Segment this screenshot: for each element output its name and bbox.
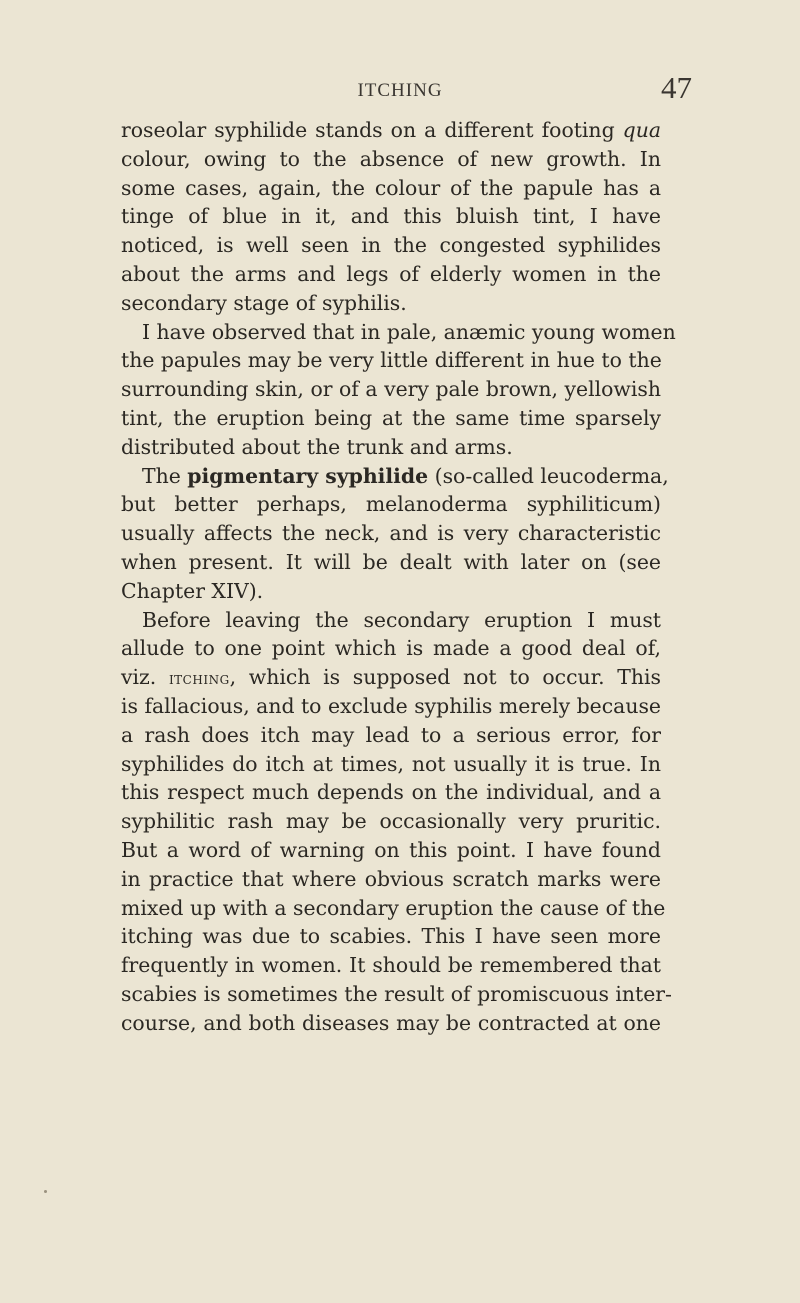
text-line [121,1009,661,1038]
text-run: distributed about the trunk and arms. [121,434,513,459]
text-line [121,519,661,548]
text-run: scabies is sometimes the result of promiscuous inter- [121,981,672,1006]
text-run: colour, owing to the absence of new growth. In [121,146,661,171]
text-run: some cases, again, the colour of the papule has a [121,175,661,200]
text-run: (so-called leucoderma, [428,463,669,488]
text-line [121,721,661,750]
running-head [0,66,800,106]
text-line [121,634,661,663]
text-run: syphilitic rash may be occasionally very pruritic. [121,809,661,834]
text-line [121,145,661,174]
page-number: 47 [661,70,692,105]
italic-term: qua [622,118,661,142]
text-line [121,289,661,318]
text-run: But a word of warning on this point. I have found [121,837,661,862]
text-run: this respect much depends on the individual, and a [121,780,661,805]
text-run: in practice that where obvious scratch marks were [121,866,661,891]
text-run: tint, the eruption being at the same time sparsely [121,405,661,430]
text-line [121,404,661,433]
text-line [121,174,661,203]
text-line [121,807,661,836]
text-run: usually affects the neck, and is very characteristic [121,521,661,546]
text-line [121,778,661,807]
page-header-title: ITCHING [357,80,443,101]
text-run: mixed up with a secondary eruption the cause of the [121,895,666,920]
text-line [121,894,666,923]
text-run: I have observed that in pale, anæmic young women [142,319,676,344]
text-run: noticed, is well seen in the congested syphilides [121,233,661,258]
text-run: tinge of blue in it, and this bluish tint, I have [121,204,661,229]
text-line [121,951,661,980]
text-run: course, and both diseases may be contracted at one [121,1010,661,1035]
text-line [121,836,661,865]
text-line [121,750,661,779]
text-line [121,116,661,145]
text-line [121,318,676,347]
text-run: , which is supposed not to occur. This [229,665,662,690]
text-line [121,202,661,231]
text-line [121,663,661,692]
text-line [121,490,661,519]
text-line [121,260,661,289]
text-run: surrounding skin, or of a very pale brown, yellowish [121,377,661,402]
text-run: viz. [121,665,169,690]
text-run: roseolar syphilide stands on a different footing [121,118,623,142]
text-line [121,692,661,721]
text-run: The [142,463,188,488]
text-run: Before leaving the secondary eruption I must [142,607,661,632]
text-run: the papules may be very little different in hue to the [121,348,662,373]
text-line [121,865,661,894]
text-run: syphilides do itch at times, not usually it is true. In [121,751,661,776]
bold-term: pigmentary syphilide [187,463,429,488]
body-text [121,116,676,1038]
text-line [121,231,661,260]
text-run: but better perhaps, melanoderma syphiliticum) [121,492,661,517]
text-line [121,922,661,951]
text-line [121,606,661,635]
text-run: when present. It will be dealt with later on (see [121,549,661,574]
text-run: allude to one point which is made a good deal of, [121,636,661,661]
text-run: about the arms and legs of elderly women in the [121,261,661,286]
small-caps-term: itching [168,669,230,690]
text-line [121,433,661,462]
text-line [121,375,661,404]
text-run: Chapter XIV). [121,578,264,603]
text-run: secondary stage of syphilis. [121,290,407,315]
text-line [121,548,661,577]
text-line [121,980,672,1009]
text-run: itching was due to scabies. This I have seen more [121,924,661,949]
text-line [121,577,661,606]
text-line [121,462,669,491]
text-run: is fallacious, and to exclude syphilis merely because [121,693,661,718]
text-run: frequently in women. It should be remembered that [121,953,661,978]
paper-speck [44,1190,47,1193]
text-run: a rash does itch may lead to a serious error, for [121,722,661,747]
text-line [121,346,661,375]
